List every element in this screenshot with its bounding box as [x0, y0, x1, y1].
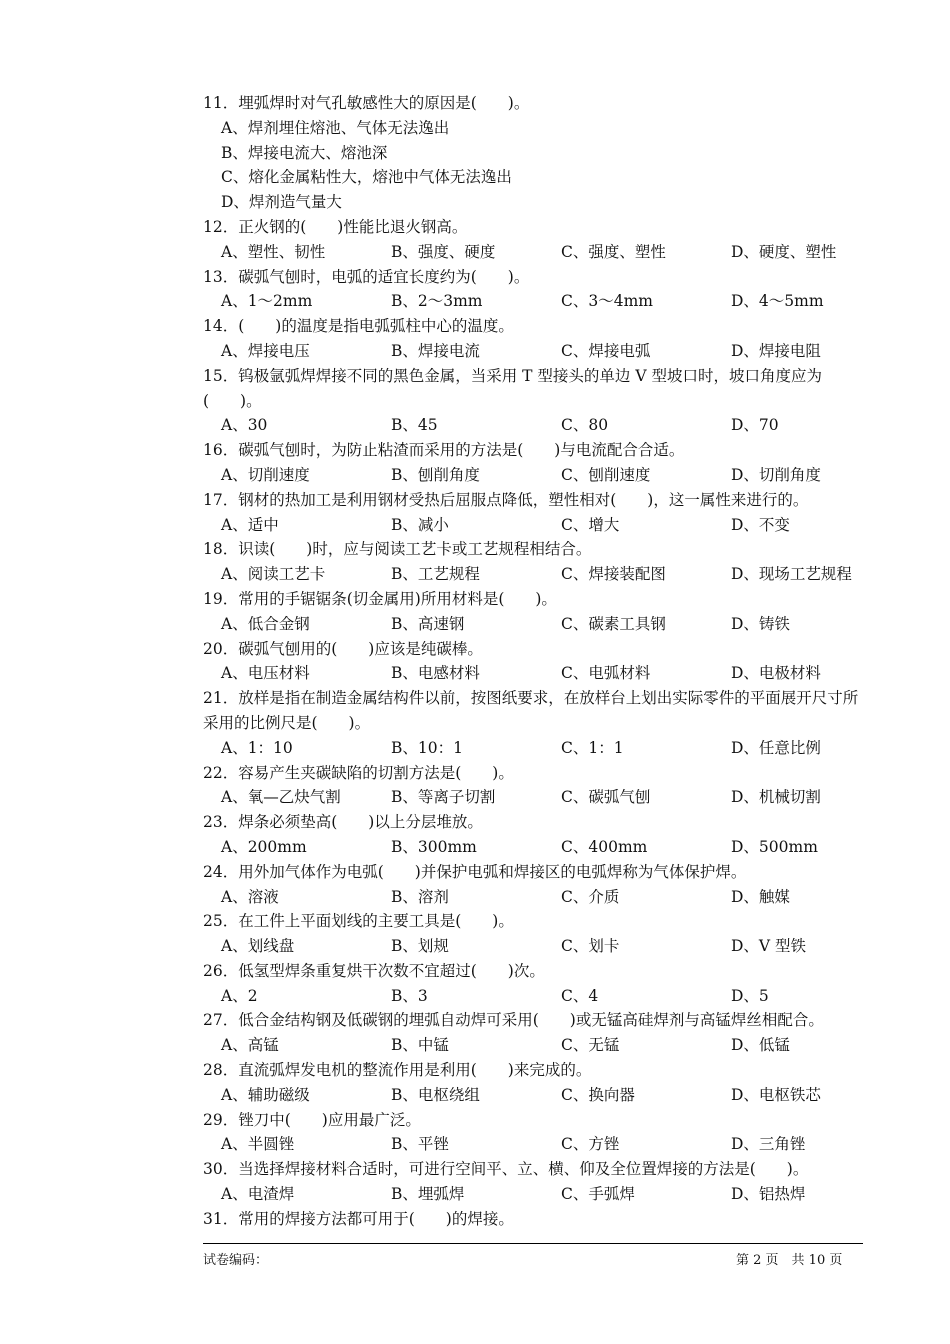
- question-option: C、划卡: [561, 937, 620, 956]
- question-option: A、适中: [221, 515, 279, 534]
- question-stem: 19．常用的手锯锯条(切金属用)所用材料是( )。: [203, 589, 557, 608]
- question-stem: 21．放样是指在制造金属结构件以前，按图纸要求，在放样台上划出实际零件的平面展开尺寸所采用的比例尺是( )。: [203, 689, 859, 732]
- question-option: B、300mm: [391, 837, 477, 856]
- question-stem: 24．用外加气体作为电弧( )并保护电弧和焊接区的电弧焊称为气体保护焊。: [203, 862, 747, 881]
- question-option: D、4～5mm: [731, 292, 824, 311]
- question-option: D、焊剂造气量大: [221, 193, 342, 212]
- question-stem: 17．钢材的热加工是利用钢材受热后屈服点降低，塑性相对( )，这一属性来进行的。: [203, 490, 809, 509]
- question-option: C、80: [561, 416, 609, 435]
- footer-rule: [203, 1243, 863, 1244]
- question-stem: 16．碳弧气刨时，为防止粘渣而采用的方法是( )与电流配合合适。: [203, 441, 685, 460]
- question-stem: 26．低氢型焊条重复烘干次数不宜超过( )次。: [203, 961, 545, 980]
- question-option: A、1～2mm: [221, 292, 313, 311]
- option-row: [203, 1033, 865, 1058]
- question-option: C、电弧材料: [561, 664, 651, 683]
- question-option: B、平锉: [391, 1135, 449, 1154]
- question-option: D、不变: [731, 515, 790, 534]
- question-stem: 28．直流弧焊发电机的整流作用是利用( )来完成的。: [203, 1061, 592, 1080]
- question-option: A、氧—乙炔气割: [221, 788, 341, 807]
- question-option: C、1：1: [561, 738, 624, 757]
- question-option: D、现场工艺规程: [731, 565, 852, 584]
- question-option: D、三角锉: [731, 1135, 806, 1154]
- question-option: A、2: [221, 986, 258, 1005]
- question-option: B、埋弧焊: [391, 1185, 465, 1204]
- question-option: A、低合金钢: [221, 614, 310, 633]
- question-option: B、工艺规程: [391, 565, 480, 584]
- question-option: D、硬度、塑性: [731, 242, 837, 261]
- question-option: B、电枢绕组: [391, 1085, 480, 1104]
- question-option: D、任意比例: [731, 738, 821, 757]
- option-row: [203, 785, 865, 810]
- question-option: D、电枢铁芯: [731, 1085, 821, 1104]
- option-row: [203, 463, 865, 488]
- question-stem: 12．正火钢的( )性能比退火钢高。: [203, 217, 468, 236]
- option-row: [203, 661, 865, 686]
- question-option: D、70: [731, 416, 779, 435]
- question-stem: 25．在工件上平面划线的主要工具是( )。: [203, 912, 514, 931]
- question-option: B、划规: [391, 937, 449, 956]
- option-row: [203, 339, 865, 364]
- option-row: [203, 1182, 865, 1207]
- question-stem: 31．常用的焊接方法都可用于( )的焊接。: [203, 1209, 514, 1228]
- question-list: [203, 91, 865, 1232]
- question-option: D、500mm: [731, 837, 818, 856]
- question-option: B、高速钢: [391, 614, 465, 633]
- option-row: [203, 289, 865, 314]
- question-option: C、400mm: [561, 837, 648, 856]
- question-option: A、溶液: [221, 887, 279, 906]
- question-option: C、方锉: [561, 1135, 620, 1154]
- option-row: [203, 1083, 865, 1108]
- question-option: B、2～3mm: [391, 292, 483, 311]
- question-option: A、焊接电压: [221, 341, 310, 360]
- question-option: C、碳素工具钢: [561, 614, 666, 633]
- question-option: B、电感材料: [391, 664, 480, 683]
- question-option: A、划线盘: [221, 937, 295, 956]
- question-option: A、半圆锉: [221, 1135, 295, 1154]
- option-row: [203, 835, 865, 860]
- question-option: C、手弧焊: [561, 1185, 635, 1204]
- question-option: A、切削速度: [221, 465, 310, 484]
- question-option: A、电渣焊: [221, 1185, 295, 1204]
- option-row: [203, 885, 865, 910]
- question-option: A、高锰: [221, 1036, 279, 1055]
- option-row: [203, 1132, 865, 1157]
- option-row: [203, 934, 865, 959]
- option-row: [203, 984, 865, 1009]
- question-option: C、增大: [561, 515, 620, 534]
- question-option: D、V 型铁: [731, 937, 807, 956]
- question-option: C、无锰: [561, 1036, 620, 1055]
- question-option: C、介质: [561, 887, 620, 906]
- question-option: D、切削角度: [731, 465, 821, 484]
- question-option: C、强度、塑性: [561, 242, 666, 261]
- question-option: A、焊剂埋住熔池、气体无法逸出: [221, 118, 450, 137]
- question-option: A、辅助磁级: [221, 1085, 310, 1104]
- question-option: B、溶剂: [391, 887, 449, 906]
- question-option: A、1：10: [221, 738, 293, 757]
- option-row: [203, 736, 865, 761]
- question-option: C、碳弧气刨: [561, 788, 651, 807]
- question-option: D、低锰: [731, 1036, 790, 1055]
- question-option: D、铝热焊: [731, 1185, 806, 1204]
- footer-paper-code: 试卷编码：: [203, 1253, 269, 1268]
- option-row: [203, 612, 865, 637]
- question-stem: 30．当选择焊接材料合适时，可进行空间平、立、横、仰及全位置焊接的方法是( )。: [203, 1160, 809, 1179]
- question-stem: 22．容易产生夹碳缺陷的切割方法是( )。: [203, 763, 514, 782]
- footer-page-number: 第 2 页 共 10 页: [736, 1253, 843, 1268]
- question-option: B、中锰: [391, 1036, 449, 1055]
- question-option: D、电极材料: [731, 664, 821, 683]
- question-option: B、刨削角度: [391, 465, 480, 484]
- question-option: C、熔化金属粘性大，熔池中气体无法逸出: [221, 168, 512, 187]
- question-stem: 23．焊条必须垫高( )以上分层堆放。: [203, 813, 483, 832]
- question-option: B、等离子切割: [391, 788, 496, 807]
- question-option: A、30: [221, 416, 268, 435]
- question-option: B、45: [391, 416, 438, 435]
- question-option: A、电压材料: [221, 664, 310, 683]
- question-option: B、减小: [391, 515, 449, 534]
- question-option: C、3～4mm: [561, 292, 653, 311]
- question-option: D、机械切割: [731, 788, 821, 807]
- question-stem: 29．锉刀中( )应用最广泛。: [203, 1110, 421, 1129]
- option-row: [203, 240, 865, 265]
- question-option: A、塑性、韧性: [221, 242, 326, 261]
- question-option: D、触媒: [731, 887, 790, 906]
- question-option: A、200mm: [221, 837, 307, 856]
- question-option: B、焊接电流大、熔池深: [221, 143, 388, 162]
- question-option: D、焊接电阻: [731, 341, 821, 360]
- question-option: D、5: [731, 986, 769, 1005]
- option-row: [203, 513, 865, 538]
- question-option: C、4: [561, 986, 599, 1005]
- question-option: B、3: [391, 986, 428, 1005]
- option-row: [203, 562, 865, 587]
- question-stem: 20．碳弧气刨用的( )应该是纯碳棒。: [203, 639, 483, 658]
- question-option: B、10：1: [391, 738, 463, 757]
- option-row: [203, 413, 865, 438]
- question-option: C、换向器: [561, 1085, 635, 1104]
- question-stem: 18．识读( )时，应与阅读工艺卡或工艺规程相结合。: [203, 540, 592, 559]
- question-stem: 11．埋弧焊时对气孔敏感性大的原因是( )。: [203, 94, 530, 112]
- question-option: A、阅读工艺卡: [221, 565, 326, 584]
- question-option: C、焊接电弧: [561, 341, 651, 360]
- question-option: D、铸铁: [731, 614, 790, 633]
- question-option: C、刨削速度: [561, 465, 651, 484]
- question-option: B、强度、硬度: [391, 242, 496, 261]
- question-stem: 14．( )的温度是指电弧弧柱中心的温度。: [203, 317, 514, 336]
- question-stem: 13．碳弧气刨时，电弧的适宜长度约为( )。: [203, 267, 530, 286]
- question-stem: 27．低合金结构钢及低碳钢的埋弧自动焊可采用( )或无锰高硅焊剂与高锰焊丝相配合。: [203, 1011, 824, 1030]
- question-option: C、焊接装配图: [561, 565, 666, 584]
- question-stem: 15．钨极氩弧焊焊接不同的黑色金属，当采用 T 型接头的单边 V 型坡口时，坡口角度应为( )。: [203, 366, 822, 410]
- question-option: B、焊接电流: [391, 341, 480, 360]
